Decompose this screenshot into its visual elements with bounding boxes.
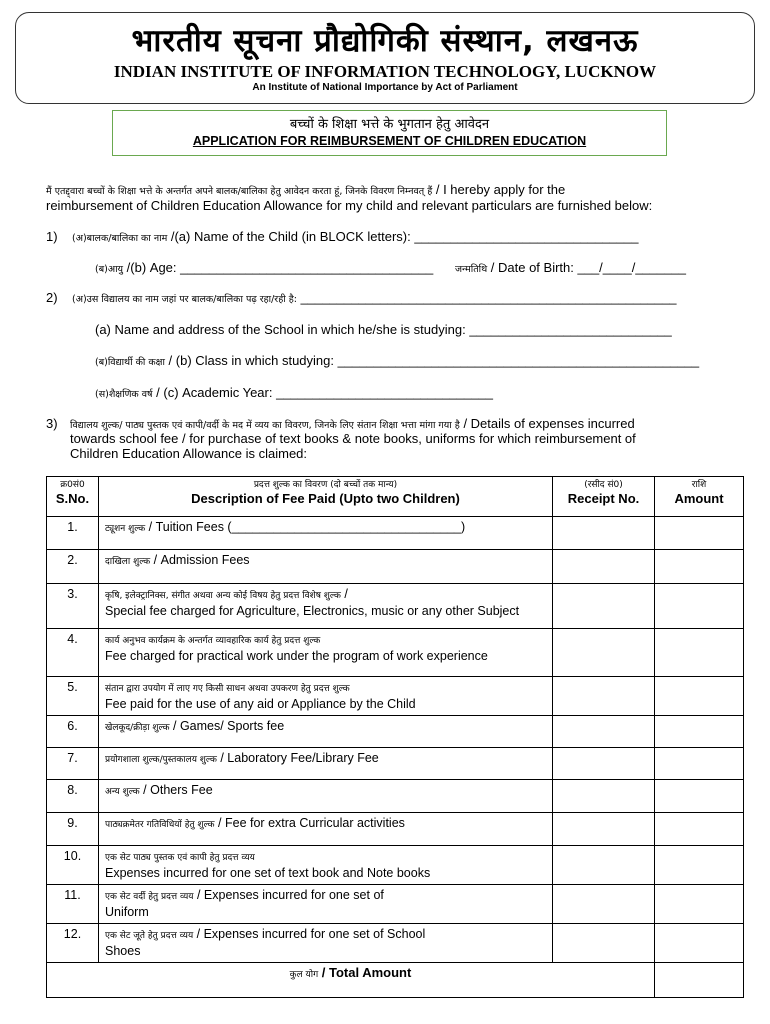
table-row — [47, 748, 744, 780]
row-amount-cell[interactable] — [655, 716, 744, 748]
q2-b-english: / (b) Class in which studying: __________________________________________________ — [164, 353, 700, 368]
table-row — [47, 550, 744, 584]
row-amount-cell[interactable] — [655, 748, 744, 780]
q2-hindi: (अ)उस विद्यालय का नाम जहां पर बालक/बालिका पढ़ रहा/रही है: — [72, 294, 297, 305]
header-receipt: (रसीद सं0) Receipt No. — [553, 477, 655, 517]
row-desc-hindi: अन्य शुल्क — [105, 787, 140, 797]
table-row — [47, 584, 744, 629]
row-description — [99, 677, 553, 716]
row-desc-hindi: खेलकूद/क्रीड़ा शुल्क — [105, 723, 170, 733]
institute-name-english: INDIAN INSTITUTE OF INFORMATION TECHNOLOGY, LUCKNOW — [113, 62, 657, 81]
q2-c-hindi: (स)शैक्षणिक वर्ष — [95, 389, 153, 400]
header-sno: क्र0सं0 S.No. — [47, 477, 99, 517]
header-description: प्रदत्त शुल्क का विवरण (दो बच्चों तक मान्य) Description of Fee Paid (Upto two Children) — [99, 477, 553, 517]
q3-hindi: विद्यालय शुल्क/ पाठ्य पुस्तक एवं कापी/वर्दी के मद में व्यय का विवरण, जिनके लिए संतान शिक्षा भत्ता मांगा गया है — [70, 420, 460, 431]
row-receipt-cell[interactable] — [553, 517, 655, 550]
row-description — [99, 550, 553, 584]
application-title-hindi: बच्चों के शिक्षा भत्ते के भुगतान हेतु आवेदन — [289, 117, 490, 132]
row-desc-english: / Tuition Fees (_________________________________) — [145, 520, 466, 534]
row-description — [99, 780, 553, 813]
table-row — [47, 629, 744, 677]
row-receipt-cell[interactable] — [553, 716, 655, 748]
row-receipt-cell[interactable] — [553, 846, 655, 885]
row-desc-hindi: एक सेट वर्दी हेतु प्रदत्त व्यय — [105, 892, 194, 902]
row-desc-english: / Admission Fees — [150, 553, 250, 567]
row-amount-cell[interactable] — [655, 629, 744, 677]
q1-b-hindi: (ब)आयु — [95, 264, 124, 275]
q2-hindi-line — [72, 290, 677, 308]
intro-english-2: reimbursement of Children Education Allowance for my child and relevant particulars are furnished below: — [46, 198, 653, 213]
row-desc-english: / Laboratory Fee/Library Fee — [216, 751, 379, 765]
table-row — [47, 780, 744, 813]
row-receipt-cell[interactable] — [553, 813, 655, 846]
row-desc-english: / Expenses incurred for one set of — [193, 888, 384, 902]
row-desc-english: / Games/ Sports fee — [169, 719, 285, 733]
table-row — [47, 716, 744, 748]
table-row — [47, 924, 744, 963]
row-amount-cell[interactable] — [655, 550, 744, 584]
q1-a-hindi: (अ)बालक/बालिका का नाम — [72, 233, 168, 244]
row-desc-hindi: प्रयोगशाला शुल्क/पुस्तकालय शुल्क — [105, 755, 217, 765]
row-sno: 1. — [47, 517, 99, 550]
row-description — [99, 517, 553, 550]
table-row — [47, 885, 744, 924]
q2-hindi-blank: ____________________________________________________ — [296, 290, 677, 305]
row-desc-hindi: कृषि, इलेक्ट्रानिक्स, संगीत अथवा अन्य कोई विषय हेतु प्रदत्त विशेष शुल्क — [105, 591, 341, 601]
row-sno: 3. — [47, 584, 99, 629]
row-receipt-cell[interactable] — [553, 550, 655, 584]
institute-subtitle: An Institute of National Importance by Act of Parliament — [252, 82, 518, 93]
table-row — [47, 677, 744, 716]
intro-english-1: / I hereby apply for the — [432, 182, 566, 197]
row-sno: 12. — [47, 924, 99, 963]
row-sno: 11. — [47, 885, 99, 924]
q1-age-field[interactable] — [95, 260, 433, 278]
row-desc-hindi: पाठ्यक्रमेतर गतिविधियों हेतु शुल्क — [105, 820, 215, 830]
row-description — [99, 629, 553, 677]
q1-dob-english: / Date of Birth: ___/____/_______ — [487, 260, 686, 275]
q2-school-field[interactable]: (a) Name and address of the School in which he/she is studying: ____________________________ — [95, 322, 672, 337]
row-receipt-cell[interactable] — [553, 677, 655, 716]
q2-number: 2) — [46, 290, 58, 305]
table-row — [47, 846, 744, 885]
row-desc-hindi: ट्यूशन शुल्क — [105, 524, 146, 534]
row-amount-cell[interactable] — [655, 885, 744, 924]
row-sno: 5. — [47, 677, 99, 716]
institute-name-hindi: भारतीय सूचना प्रौद्योगिकी संस्थान, लखनऊ — [131, 23, 639, 59]
row-description — [99, 846, 553, 885]
table-header-row — [47, 477, 744, 517]
q1-a-english: /(a) Name of the Child (in BLOCK letters): _______________________________ — [167, 229, 639, 244]
row-sno: 7. — [47, 748, 99, 780]
q2-b-hindi: (ब)विद्यार्थी की कक्षा — [95, 357, 165, 368]
row-desc-english: / — [340, 587, 348, 601]
total-amount-cell[interactable] — [655, 963, 744, 998]
row-desc-english-2: Uniform — [105, 905, 149, 919]
row-sno: 8. — [47, 780, 99, 813]
intro-hindi: मैं एतद्द्वारा बच्चों के शिक्षा भत्ते के अन्तर्गत अपने बालक/बालिका हेतु आवेदन करता हूं, जिनके विवरण निम्नवत् हैं — [46, 186, 433, 197]
table-row — [47, 813, 744, 846]
row-amount-cell[interactable] — [655, 846, 744, 885]
row-desc-hindi: एक सेट पाठ्य पुस्तक एवं कापी हेतु प्रदत्त व्यय — [105, 853, 255, 863]
row-receipt-cell[interactable] — [553, 885, 655, 924]
application-title-box — [112, 110, 667, 156]
q3-number: 3) — [46, 416, 58, 431]
q2-c-english: / (c) Academic Year: ______________________________ — [152, 385, 493, 400]
total-row — [47, 963, 744, 998]
q1-dob-hindi: जन्मतिथि — [455, 264, 488, 275]
q1-b-english: /(b) Age: ___________________________________ — [123, 260, 434, 275]
q3-english-1: / Details of expenses incurred — [459, 416, 635, 431]
row-receipt-cell[interactable] — [553, 924, 655, 963]
q2-academic-year-field[interactable] — [95, 385, 493, 403]
row-sno: 6. — [47, 716, 99, 748]
row-desc-hindi: कार्य अनुभव कार्यक्रम के अन्तर्गत व्यावहारिक कार्य हेतु प्रदत्त शुल्क — [105, 636, 321, 646]
total-label: कुल योग / Total Amount — [47, 963, 655, 998]
row-desc-english-2: Special fee charged for Agriculture, Electronics, music or any other Subject — [105, 604, 520, 618]
row-receipt-cell[interactable] — [553, 748, 655, 780]
row-receipt-cell[interactable] — [553, 629, 655, 677]
application-title-english: APPLICATION FOR REIMBURSEMENT OF CHILDREN EDUCATION — [192, 134, 587, 148]
row-description — [99, 885, 553, 924]
row-receipt-cell[interactable] — [553, 780, 655, 813]
row-description — [99, 813, 553, 846]
row-desc-hindi: दाखिला शुल्क — [105, 557, 151, 567]
row-sno: 2. — [47, 550, 99, 584]
row-amount-cell[interactable] — [655, 780, 744, 813]
fee-table — [46, 476, 744, 998]
row-desc-english-2: Expenses incurred for one set of text book and Note books — [105, 866, 431, 880]
row-desc-english: / Fee for extra Curricular activities — [214, 816, 405, 830]
row-amount-cell[interactable] — [655, 517, 744, 550]
q2-class-field[interactable] — [95, 353, 699, 371]
q3-english-3: Children Education Allowance is claimed: — [70, 446, 308, 461]
row-desc-english: / Expenses incurred for one set of School — [193, 927, 426, 941]
institute-header — [15, 12, 755, 104]
header-amount: राशि Amount — [655, 477, 744, 517]
q3-english-2: towards school fee / for purchase of text books & note books, uniforms for which reimbursement of — [70, 431, 636, 446]
row-description — [99, 716, 553, 748]
row-desc-english-2: Shoes — [105, 944, 141, 958]
row-amount-cell[interactable] — [655, 677, 744, 716]
row-desc-hindi: संतान द्वारा उपयोग में लाए गए किसी साधन अथवा उपकरण हेतु प्रदत्त शुल्क — [105, 684, 350, 694]
row-sno: 10. — [47, 846, 99, 885]
row-desc-english: / Others Fee — [139, 783, 213, 797]
q1-dob-field[interactable] — [455, 260, 686, 278]
q1-child-name-field[interactable] — [72, 229, 638, 247]
row-desc-english-2: Fee charged for practical work under the program of work experience — [105, 649, 488, 663]
row-sno: 9. — [47, 813, 99, 846]
row-description — [99, 748, 553, 780]
row-desc-hindi: एक सेट जूते हेतु प्रदत्त व्यय — [105, 931, 194, 941]
row-amount-cell[interactable] — [655, 924, 744, 963]
table-row — [47, 517, 744, 550]
row-desc-english-2: Fee paid for the use of any aid or Appliance by the Child — [105, 697, 416, 711]
row-sno: 4. — [47, 629, 99, 677]
row-amount-cell[interactable] — [655, 813, 744, 846]
q1-number: 1) — [46, 229, 58, 244]
row-receipt-cell[interactable] — [553, 584, 655, 629]
row-amount-cell[interactable] — [655, 584, 744, 629]
row-description — [99, 924, 553, 963]
row-description — [99, 584, 553, 629]
